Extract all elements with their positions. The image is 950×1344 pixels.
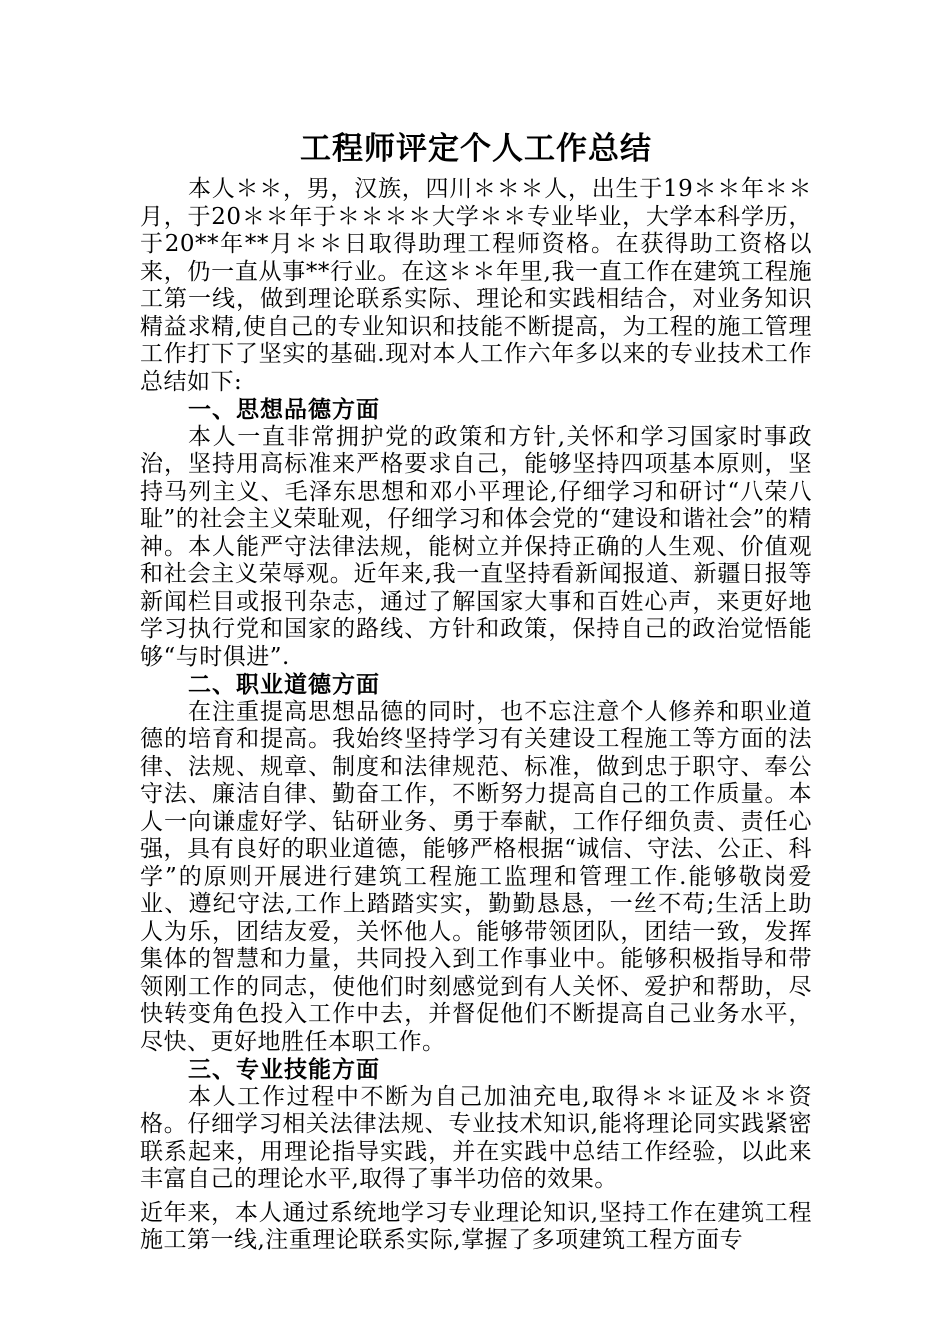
document-title: 工程师评定个人工作总结 — [300, 131, 652, 167]
closing-paragraph: 近年来，本人通过系统地学习专业理论知识,坚持工作在建筑工程施工第一线,注重理论联系实际,掌握了多项建筑工程方面专 — [140, 1199, 812, 1253]
section-body-ethics: 在注重提高思想品德的同时，也不忘注意个人修养和职业道德的培育和提高。我始终坚持学习有关建设工程施工等方面的法律、法规、规章、制度和法律规范、标准，做到忠于职守、奉公守法、廉洁自律、勤奋工作，不断努力提高自己的工作质量。本人一向谦虚好学、钻研业务、勇于奉献，工作仔细负责、责任心强，具有良好的职业道德，能够严格根据“诚信、守法、公正、科学”的原则开展进行建筑工程施工监理和管理工作.能够敬岗爱业、遵纪守法,工作上踏踏实实，勤勤恳恳，一丝不苟;生活上助人为乐，团结友爱，关怀他人。能够带领团队，团结一致，发挥集体的智慧和力量，共同投入到工作事业中。能够积极指导和带领刚工作的同志，使他们时刻感觉到有人关怀、爱护和帮助，尽快转变角色投入工作中去，并督促他们不断提高自己业务水平，尽快、更好地胜任本职工作。 — [140, 698, 812, 1055]
section-heading-ideology: 一、思想品德方面 — [188, 396, 380, 423]
section-heading-ethics: 二、职业道德方面 — [188, 671, 380, 698]
section-heading-skills: 三、专业技能方面 — [188, 1056, 380, 1083]
section-body-skills: 本人工作过程中不断为自己加油充电,取得＊＊证及＊＊资格。仔细学习相关法律法规、专业技术知识,能将理论同实践紧密联系起来，用理论指导实践，并在实践中总结工作经验，以此来丰富自己的理论水平,取得了事半功倍的效果。 — [140, 1083, 812, 1192]
document-page — [140, 128, 812, 1255]
section-body-ideology: 本人一直非常拥护党的政策和方针,关怀和学习国家时事政治，坚持用高标准来严格要求自己，能够坚持四项基本原则，坚持马列主义、毛泽东思想和邓小平理论,仔细学习和研讨“八荣八耻”的社会主义荣耻观，仔细学习和体会党的“建设和谐社会”的精神。本人能严守法律法规，能树立并保持正确的人生观、价值观和社会主义荣辱观。近年来,我一直坚持看新闻报道、新疆日报等新闻栏目或报刊杂志，通过了解国家大事和百姓心声，来更好地学习执行党和国家的路线、方针和政策，保持自己的政治觉悟能够“与时俱进”. — [140, 423, 812, 670]
intro-paragraph: 本人＊＊，男，汉族，四川＊＊＊人，出生于19＊＊年＊＊月，于20＊＊年于＊＊＊＊大学＊＊专业毕业，大学本科学历，于20**年**月＊＊日取得助理工程师资格。在获得助工资格以来，仍一直从事**行业。在这＊＊年里,我一直工作在建筑工程施工第一线，做到理论联系实际、理论和实践相结合，对业务知识精益求精,使自己的专业知识和技能不断提高，为工程的施工管理工作打下了坚实的基础.现对本人工作六年多以来的专业技术工作总结如下: — [140, 176, 812, 395]
